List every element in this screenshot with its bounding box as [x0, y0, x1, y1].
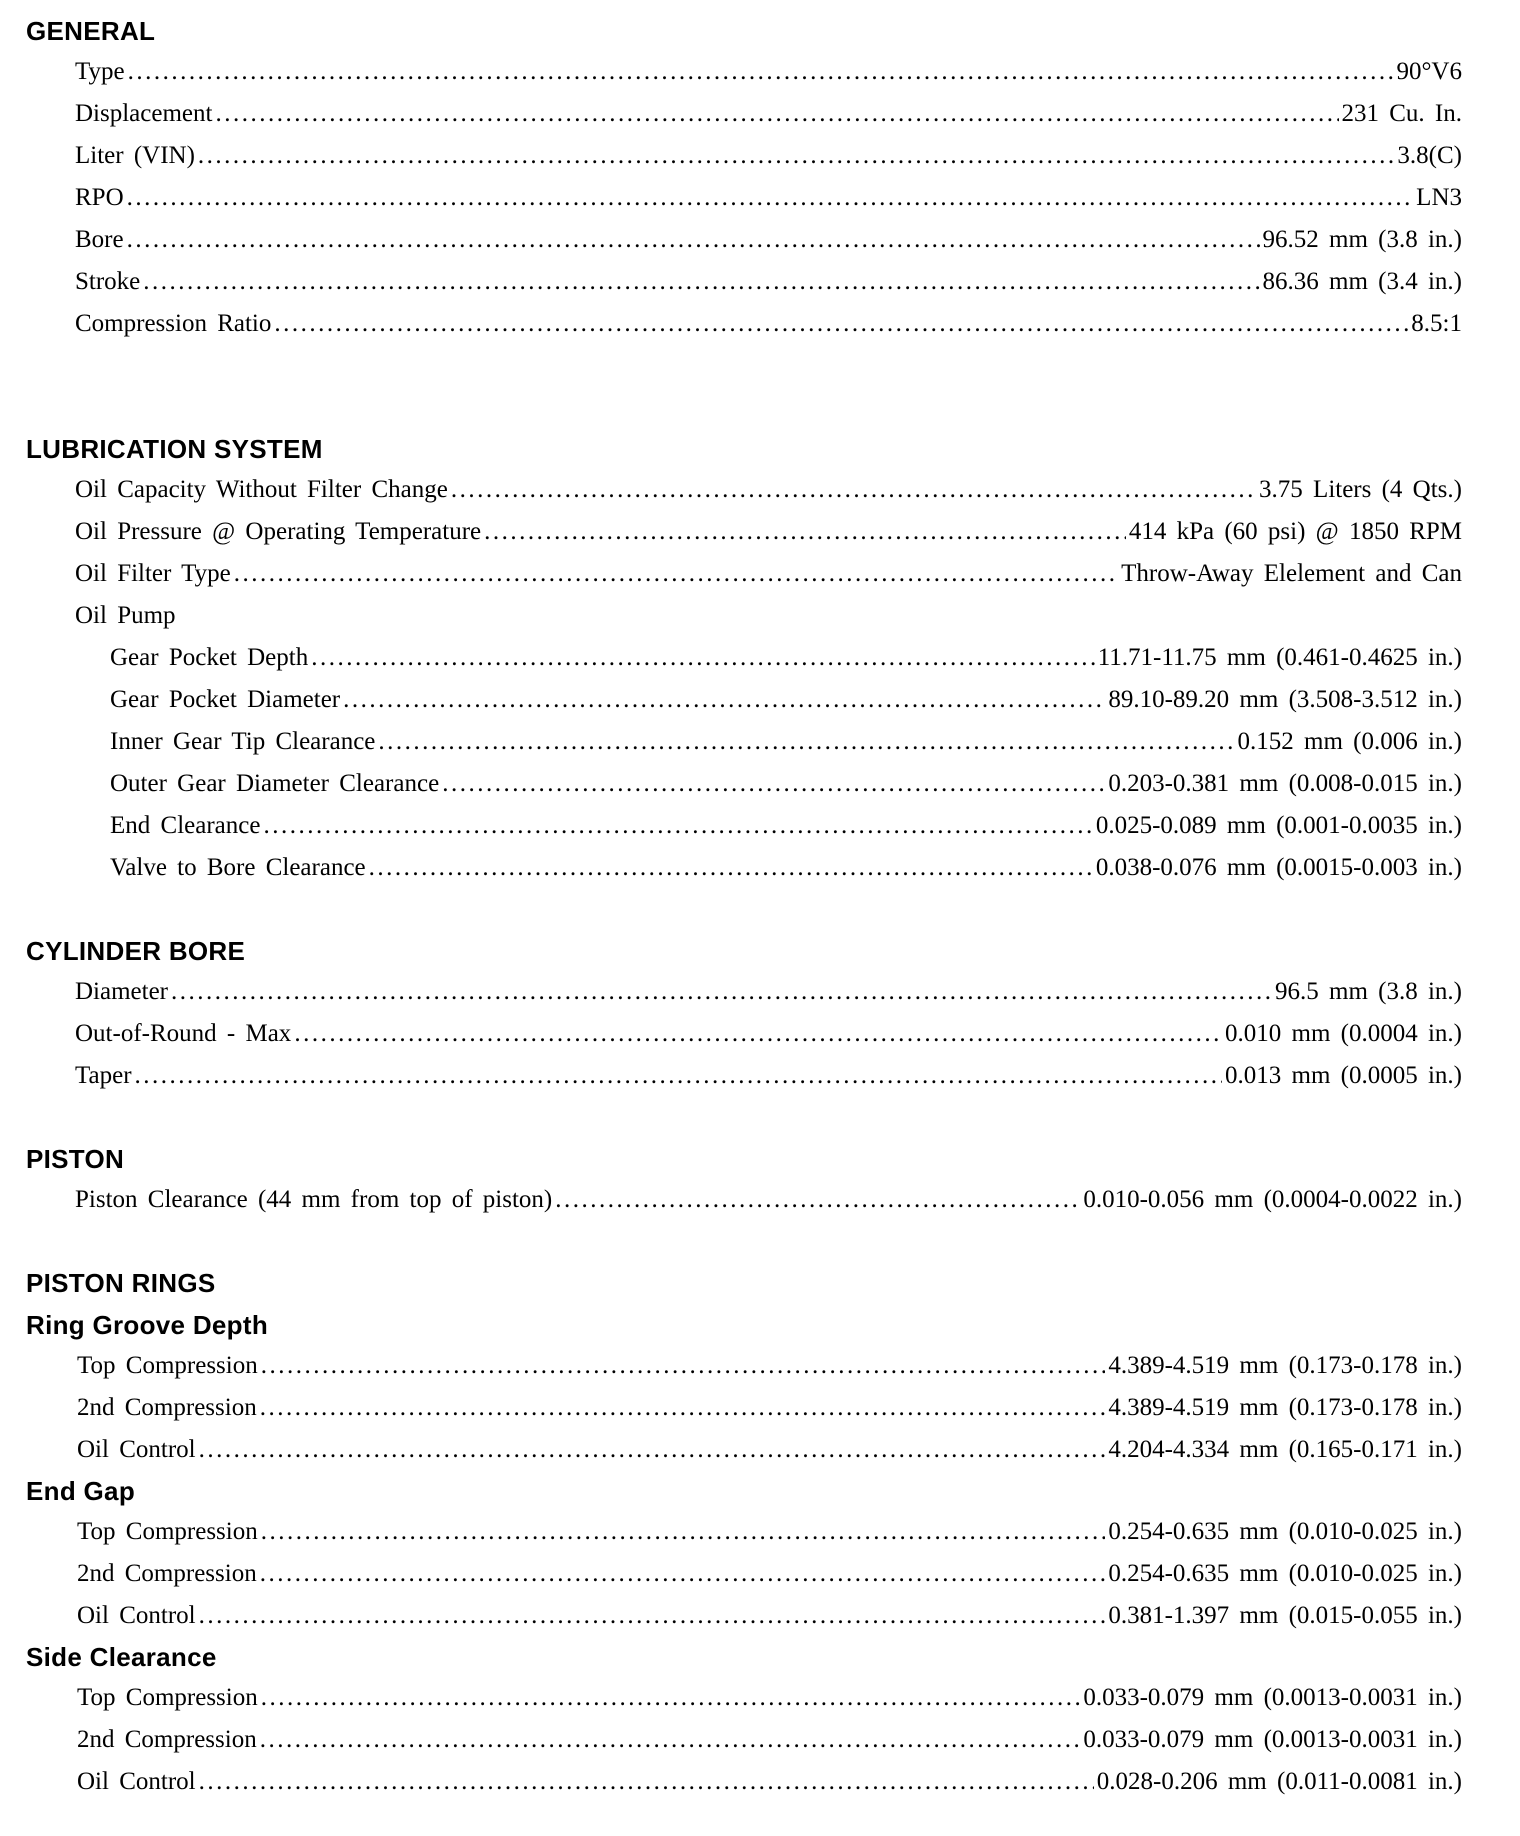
section-heading-cylinder-bore: CYLINDER BORE — [26, 936, 246, 966]
spec-row — [77, 1518, 1462, 1558]
spec-value: 231 Cu. In. — [1341, 100, 1462, 127]
spec-label: Gear Pocket Diameter — [110, 686, 341, 713]
spec-value: 96.52 mm (3.8 in.) — [1262, 226, 1462, 253]
spec-label: Gear Pocket Depth — [110, 644, 309, 671]
spec-value: LN3 — [1416, 184, 1462, 211]
spec-label: Compression Ratio — [75, 310, 272, 337]
dot-leader — [199, 1768, 1094, 1796]
dot-leader — [294, 1020, 1222, 1048]
spec-label: Top Compression — [77, 1352, 258, 1379]
spec-label: Taper — [75, 1062, 132, 1089]
dot-leader — [378, 728, 1234, 756]
spec-value: 89.10-89.20 mm (3.508-3.512 in.) — [1108, 686, 1462, 713]
dot-leader — [135, 1062, 1222, 1090]
subheading-ring-groove-depth: Ring Groove Depth — [26, 1310, 268, 1340]
spec-value: 0.025-0.089 mm (0.001-0.0035 in.) — [1095, 812, 1462, 839]
dot-leader — [143, 268, 1259, 296]
dot-leader — [261, 1518, 1106, 1546]
spec-label: Oil Control — [77, 1436, 196, 1463]
spec-row — [77, 1394, 1462, 1434]
spec-value: 414 kPa (60 psi) @ 1850 RPM — [1128, 518, 1462, 545]
spec-row — [110, 644, 1462, 684]
spec-value: 4.204-4.334 mm (0.165-0.171 in.) — [1108, 1436, 1462, 1463]
spec-row — [75, 58, 1462, 98]
section-heading-lubrication: LUBRICATION SYSTEM — [26, 434, 323, 464]
dot-leader — [442, 770, 1105, 798]
dot-leader — [199, 1436, 1106, 1464]
oil-pump-label: Oil Pump — [75, 602, 176, 629]
spec-value: 86.36 mm (3.4 in.) — [1262, 268, 1462, 295]
spec-label: 2nd Compression — [77, 1560, 257, 1587]
section-heading-piston: PISTON — [26, 1144, 125, 1174]
spec-row — [75, 560, 1462, 600]
spec-row — [75, 518, 1462, 558]
section-heading-piston-rings: PISTON RINGS — [26, 1268, 216, 1298]
spec-value: 0.010-0.056 mm (0.0004-0.0022 in.) — [1083, 1186, 1462, 1213]
spec-row — [75, 184, 1462, 224]
spec-label: Out-of-Round - Max — [75, 1020, 292, 1047]
spec-value: 0.254-0.635 mm (0.010-0.025 in.) — [1108, 1518, 1462, 1545]
dot-leader — [260, 1726, 1081, 1754]
spec-row — [77, 1352, 1462, 1392]
spec-label: Diameter — [75, 978, 169, 1005]
spec-row — [110, 728, 1462, 768]
dot-leader — [128, 58, 1394, 86]
spec-label: Liter (VIN) — [75, 142, 195, 169]
spec-label: Oil Control — [77, 1768, 196, 1795]
spec-label: Piston Clearance (44 mm from top of piston) — [75, 1186, 553, 1213]
spec-row — [77, 1726, 1462, 1766]
spec-label: Type — [75, 58, 125, 85]
spec-label: Top Compression — [77, 1518, 258, 1545]
spec-row — [75, 1186, 1462, 1226]
spec-value: 0.033-0.079 mm (0.0013-0.0031 in.) — [1083, 1726, 1462, 1753]
spec-value: 0.028-0.206 mm (0.011-0.0081 in.) — [1096, 1768, 1462, 1795]
spec-value: 11.71-11.75 mm (0.461-0.4625 in.) — [1097, 644, 1462, 671]
dot-leader — [263, 812, 1092, 840]
spec-label: Top Compression — [77, 1684, 258, 1711]
dot-leader — [555, 1186, 1080, 1214]
dot-leader — [171, 978, 1272, 1006]
spec-row — [75, 310, 1462, 350]
spec-row — [110, 854, 1462, 894]
dot-leader — [127, 226, 1260, 254]
spec-row — [75, 476, 1462, 516]
spec-label: Oil Pressure @ Operating Temperature — [75, 518, 482, 545]
dot-leader — [234, 560, 1118, 588]
dot-leader — [215, 100, 1338, 128]
dot-leader — [260, 1394, 1106, 1422]
spec-value: 3.8(C) — [1397, 142, 1462, 169]
spec-row — [77, 1684, 1462, 1724]
spec-row — [75, 1062, 1462, 1102]
dot-leader — [261, 1684, 1081, 1712]
spec-row — [75, 226, 1462, 266]
spec-label: Displacement — [75, 100, 213, 127]
spec-row — [77, 1560, 1462, 1600]
spec-value: Throw-Away Elelement and Can — [1121, 560, 1462, 587]
spec-label: Oil Capacity Without Filter Change — [75, 476, 448, 503]
spec-row — [110, 812, 1462, 852]
dot-leader — [343, 686, 1105, 714]
spec-label: End Clearance — [110, 812, 261, 839]
spec-row — [75, 100, 1462, 140]
spec-row — [77, 1602, 1462, 1642]
spec-row — [110, 770, 1462, 810]
dot-leader — [484, 518, 1126, 546]
spec-label: Outer Gear Diameter Clearance — [110, 770, 440, 797]
spec-value: 0.038-0.076 mm (0.0015-0.003 in.) — [1095, 854, 1462, 881]
spec-label: Stroke — [75, 268, 141, 295]
spec-label: Oil Filter Type — [75, 560, 231, 587]
dot-leader — [451, 476, 1256, 504]
spec-value: 96.5 mm (3.8 in.) — [1275, 978, 1462, 1005]
spec-value: 8.5:1 — [1411, 310, 1462, 337]
spec-value: 0.033-0.079 mm (0.0013-0.0031 in.) — [1083, 1684, 1462, 1711]
dot-leader — [127, 184, 1414, 212]
spec-value: 4.389-4.519 mm (0.173-0.178 in.) — [1108, 1352, 1462, 1379]
subheading-end-gap: End Gap — [26, 1476, 135, 1506]
spec-row — [77, 1436, 1462, 1476]
spec-row — [77, 1768, 1462, 1808]
spec-label: RPO — [75, 184, 124, 211]
spec-row — [75, 978, 1462, 1018]
spec-value: 0.254-0.635 mm (0.010-0.025 in.) — [1108, 1560, 1462, 1587]
dot-leader — [369, 854, 1093, 882]
spec-label: Oil Control — [77, 1602, 196, 1629]
spec-value: 0.010 mm (0.0004 in.) — [1225, 1020, 1462, 1047]
spec-value: 0.013 mm (0.0005 in.) — [1225, 1062, 1462, 1089]
spec-label: 2nd Compression — [77, 1726, 257, 1753]
spec-value: 3.75 Liters (4 Qts.) — [1259, 476, 1462, 503]
spec-value: 90°V6 — [1396, 58, 1462, 85]
dot-leader — [274, 310, 1408, 338]
spec-row — [75, 268, 1462, 308]
spec-label: 2nd Compression — [77, 1394, 257, 1421]
spec-value: 0.381-1.397 mm (0.015-0.055 in.) — [1108, 1602, 1462, 1629]
spec-label: Bore — [75, 226, 124, 253]
spec-value: 0.152 mm (0.006 in.) — [1237, 728, 1462, 755]
subheading-side-clearance: Side Clearance — [26, 1642, 217, 1672]
dot-leader — [198, 142, 1395, 170]
spec-row — [110, 686, 1462, 726]
spec-label: Inner Gear Tip Clearance — [110, 728, 376, 755]
dot-leader — [261, 1352, 1106, 1380]
spec-value: 0.203-0.381 mm (0.008-0.015 in.) — [1108, 770, 1462, 797]
spec-row — [75, 142, 1462, 182]
dot-leader — [199, 1602, 1106, 1630]
section-heading-general: GENERAL — [26, 16, 156, 46]
dot-leader — [260, 1560, 1106, 1588]
spec-value: 4.389-4.519 mm (0.173-0.178 in.) — [1108, 1394, 1462, 1421]
spec-row — [75, 1020, 1462, 1060]
spec-label: Valve to Bore Clearance — [110, 854, 366, 881]
dot-leader — [311, 644, 1094, 672]
